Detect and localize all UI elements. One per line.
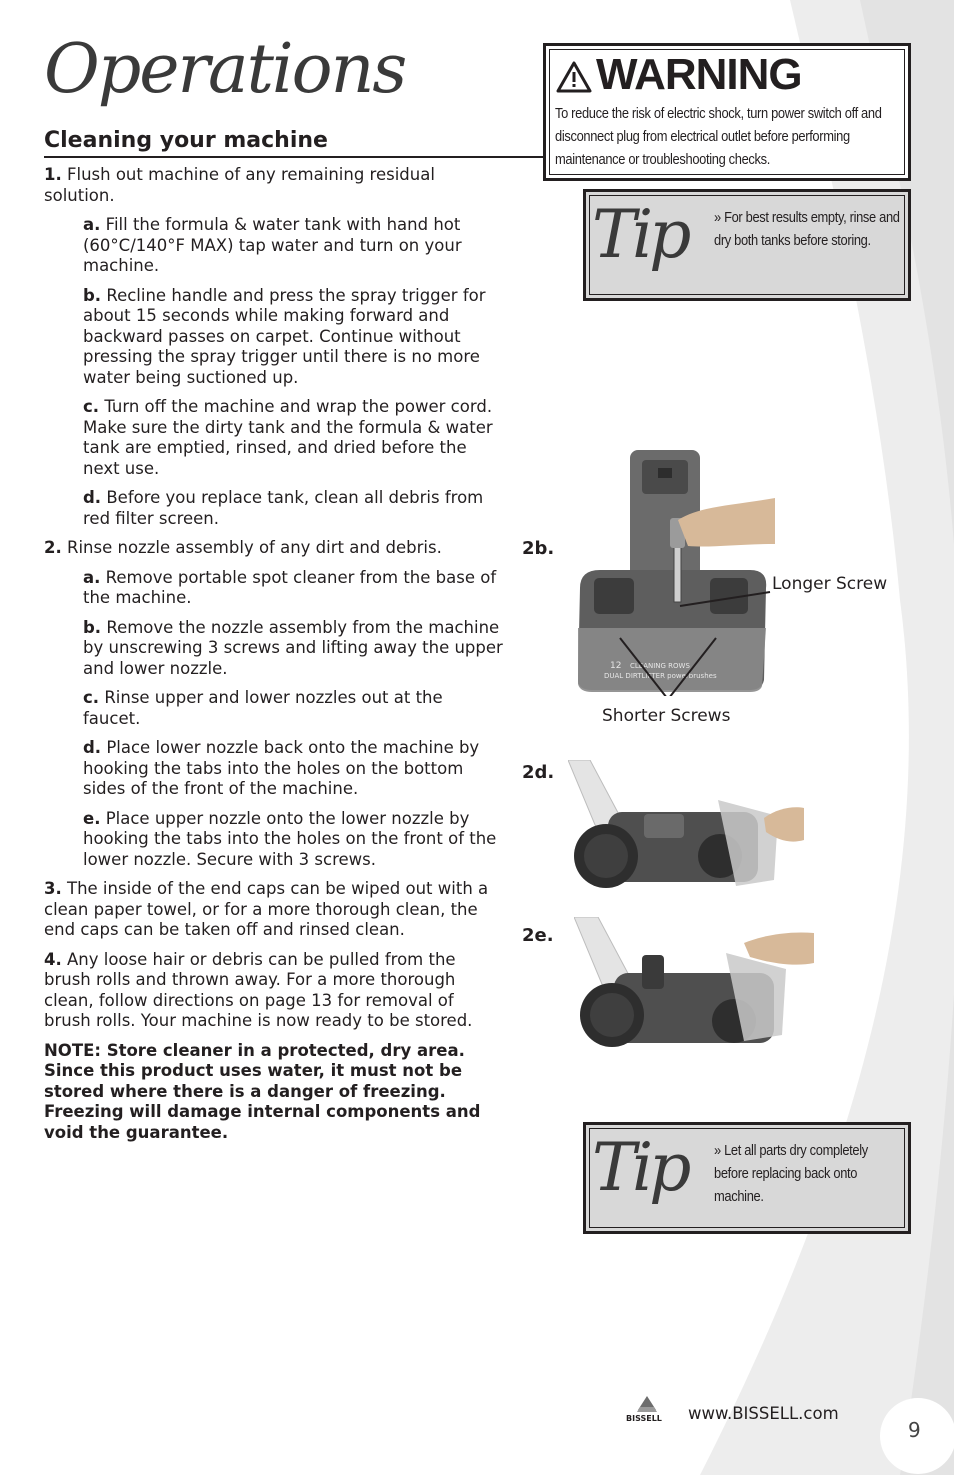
nozzle-print-number: 12 [610, 661, 622, 671]
warning-title: WARNING [596, 50, 802, 99]
warning-text: To reduce the risk of electric shock, turn power switch off and disconnect plug from electrical outlet before performing maintenance or troubleshooting checks. [555, 105, 882, 168]
warning-heading [556, 50, 802, 100]
figure-2d-lower-nozzle-photo [568, 760, 804, 892]
step-1: 1. Flush out machine of any remaining residual solution. [44, 165, 435, 205]
storage-note: NOTE: Store cleaner in a protected, dry area. Since this product uses water, it must not be stored where there is a danger of freezing. Freezing will damage internal components and void the guarantee. [44, 1040, 481, 1142]
nozzle-print-line1: CLEANING ROWS [630, 662, 690, 670]
step-2e: e. Place upper nozzle onto the lower nozzle by hooking the tabs into the holes on the front of the lower nozzle. Secure with 3 screws. [83, 808, 497, 869]
tip-text: » Let all parts dry completely before replacing back onto machine. [714, 1142, 868, 1205]
step-1c: c. Turn off the machine and wrap the power cord. Make sure the dirty tank and the formula & water tank are emptied, rinsed, and dried before the next use. [83, 397, 493, 478]
warning-box [543, 43, 911, 181]
figure-2b-nozzle-screws-photo [570, 448, 780, 696]
tip-heading: Tip [592, 196, 688, 273]
warning-triangle-icon [556, 61, 592, 93]
bissell-logo [624, 1394, 670, 1424]
nozzle-print-line2: DUAL DIRTLIFTER powerbrushes [604, 672, 717, 680]
page-number: 9 [908, 1418, 921, 1442]
figure-label-2e: 2e. [522, 925, 554, 946]
step-3: 3. The inside of the end caps can be wiped out with a clean paper towel, or for a more thorough clean, the end caps can be taken off and rinsed clean. [44, 879, 489, 939]
step-2c: c. Rinse upper and lower nozzles out at the faucet. [83, 688, 443, 728]
step-2d: d. Place lower nozzle back onto the machine by hooking the tabs into the holes on the bottom sides of the front of the machine. [83, 738, 480, 798]
step-2a: a. Remove portable spot cleaner from the base of the machine. [83, 567, 497, 607]
instruction-list [44, 165, 504, 1160]
callout-shorter-screws: Shorter Screws [602, 706, 731, 726]
callout-longer-screw: Longer Screw [772, 574, 888, 594]
figure-label-2b: 2b. [522, 538, 555, 559]
step-2b: b. Remove the nozzle assembly from the machine by unscrewing 3 screws and lifting away the upper and lower nozzle. [83, 617, 503, 678]
section-heading: Cleaning your machine [44, 128, 328, 153]
step-4: 4. Any loose hair or debris can be pulled from the brush rolls and thrown away. For a more thorough clean, follow directions on page 13 for removal of brush rolls. Your machine is now ready to be stored. [44, 949, 473, 1030]
tip-text: » For best results empty, rinse and dry both tanks before storing. [714, 209, 900, 249]
figure-2e-upper-nozzle-photo [574, 917, 814, 1053]
website-link[interactable]: www.BISSELL.com [688, 1404, 839, 1423]
step-1b: b. Recline handle and press the spray trigger for about 15 seconds while making forward and backward passes on carpet. Continue without pressing the spray trigger until there is no more water being suctioned up. [83, 285, 486, 387]
page-title: Operations [44, 30, 406, 109]
step-1a: a. Fill the formula & water tank with hand hot (60°C/140°F MAX) tap water and turn on your machine. [83, 215, 462, 275]
logo-wordmark: BISSELL [626, 1414, 662, 1423]
tip-heading: Tip [592, 1129, 688, 1206]
step-1d: d. Before you replace tank, clean all debris from red filter screen. [83, 488, 484, 528]
figure-label-2d: 2d. [522, 762, 555, 783]
tip-box-storing [583, 189, 911, 301]
step-2: 2. Rinse nozzle assembly of any dirt and debris. [44, 538, 442, 557]
section-divider [44, 156, 547, 158]
tip-box-drying [583, 1122, 911, 1234]
